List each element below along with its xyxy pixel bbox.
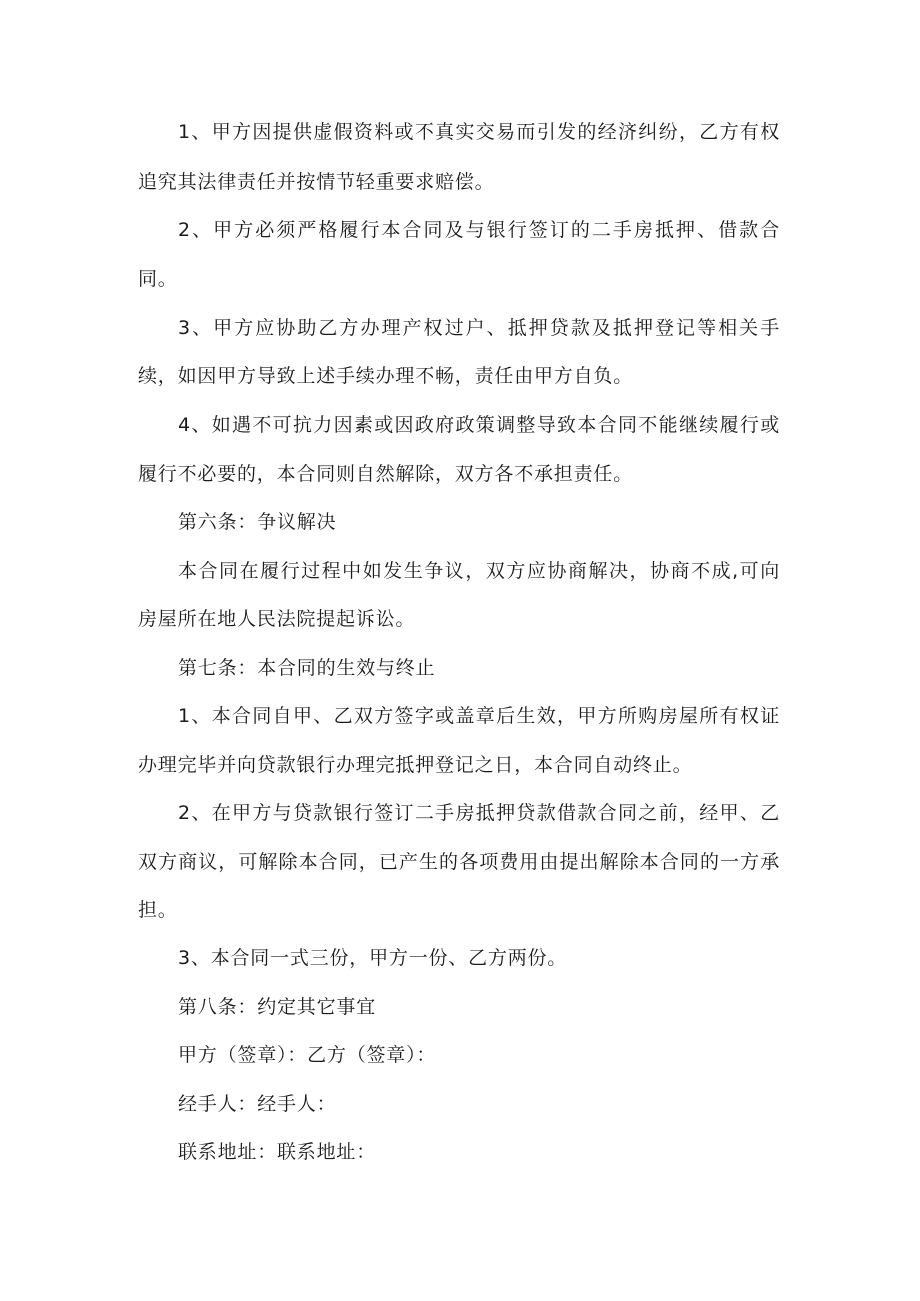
section-heading: 第六条：争议解决 [178, 511, 337, 533]
paragraph-line: 3、本合同一式三份，甲方一份、乙方两份。 [178, 947, 568, 969]
paragraph-line: 履行不必要的，本合同则自然解除，双方各不承担责任。 [138, 463, 634, 485]
section-heading: 第七条：本合同的生效与终止 [178, 657, 436, 679]
signature-line: 联系地址：联系地址： [178, 1141, 377, 1163]
paragraph-line: 1、本合同自甲、乙双方签字或盖章后生效，甲方所购房屋所有权证 [178, 705, 780, 727]
paragraph-line: 双方商议，可解除本合同，已产生的各项费用由提出解除本合同的一方承 [138, 851, 780, 873]
paragraph-line: 续，如因甲方导致上述手续办理不畅，责任由甲方自负。 [138, 365, 634, 387]
signature-line: 甲方（签章）：乙方（签章）： [178, 1044, 437, 1066]
paragraph-line: 2、甲方必须严格履行本合同及与银行签订的二手房抵押、借款合 [178, 219, 780, 241]
paragraph-line: 1、甲方因提供虚假资料或不真实交易而引发的经济纠纷，乙方有权 [178, 121, 780, 143]
paragraph-line: 追究其法律责任并按情节轻重要求赔偿。 [138, 171, 495, 193]
paragraph-line: 4、如遇不可抗力因素或因政府政策调整导致本合同不能继续履行或 [178, 414, 780, 436]
paragraph-line: 担。 [138, 899, 178, 921]
paragraph-line: 2、在甲方与贷款银行签订二手房抵押贷款借款合同之前，经甲、乙 [178, 802, 780, 824]
paragraph-line: 同。 [138, 268, 178, 290]
section-heading: 第八条：约定其它事宜 [178, 996, 377, 1018]
paragraph-line: 3、甲方应协助乙方办理产权过户、抵押贷款及抵押登记等相关手 [178, 317, 780, 339]
signature-line: 经手人：经手人： [178, 1093, 337, 1115]
paragraph-line: 办理完毕并向贷款银行办理完抵押登记之日，本合同自动终止。 [138, 754, 693, 776]
paragraph-line: 房屋所在地人民法院提起诉讼。 [138, 608, 416, 630]
paragraph-line: 本合同在履行过程中如发生争议，双方应协商解决，协商不成,可向 [178, 560, 780, 582]
